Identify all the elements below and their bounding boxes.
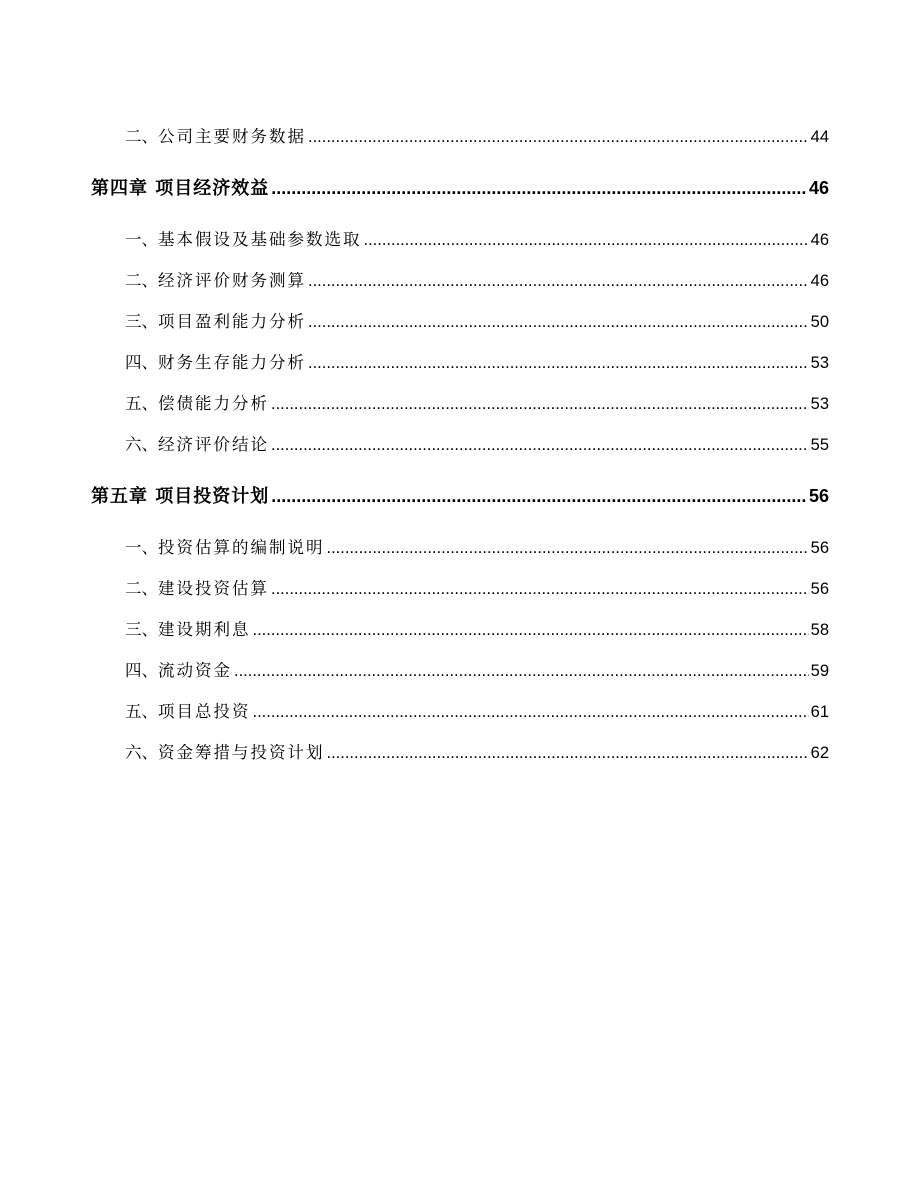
toc-entry[interactable] <box>125 308 829 332</box>
toc-entry-title: 财务生存能力分析 <box>158 353 306 372</box>
toc-entry-number: 四、 <box>125 661 158 680</box>
toc-entry-page: 61 <box>810 703 829 721</box>
toc-entry-page: 53 <box>810 395 829 413</box>
dot-leader <box>308 128 809 147</box>
toc-entry-page: 56 <box>810 580 829 598</box>
toc-entry-title: 投资估算的编制说明 <box>158 538 325 557</box>
toc-chapter[interactable] <box>91 174 829 200</box>
toc-entry-page: 46 <box>810 272 829 290</box>
toc-entry[interactable] <box>125 431 829 455</box>
toc-entry-number: 五、 <box>125 394 158 413</box>
toc-entry-number: 六、 <box>125 743 158 762</box>
dot-leader <box>308 313 809 332</box>
toc-entry-title: 公司主要财务数据 <box>158 127 306 146</box>
toc-entry-number: 五、 <box>125 702 158 721</box>
toc-entry-number: 六、 <box>125 435 158 454</box>
dot-leader <box>327 539 809 558</box>
toc-entry-number: 二、 <box>125 271 158 290</box>
dot-leader <box>308 272 809 291</box>
toc-chapter[interactable] <box>91 482 829 508</box>
toc-entry-title: 项目盈利能力分析 <box>158 312 306 331</box>
toc-entry-title: 经济评价结论 <box>158 435 269 454</box>
toc-chapter-title: 第四章 项目经济效益 <box>91 178 270 199</box>
toc-entry-number: 一、 <box>125 230 158 249</box>
dot-leader <box>271 580 809 599</box>
toc-chapter-title: 第五章 项目投资计划 <box>91 486 270 507</box>
toc-entry[interactable] <box>125 575 829 599</box>
dot-leader <box>308 354 809 373</box>
dot-leader <box>253 621 809 640</box>
dot-leader <box>271 395 809 414</box>
toc-entry-page: 56 <box>810 539 829 557</box>
toc-entry-number: 一、 <box>125 538 158 557</box>
toc-entry-page: 59 <box>810 662 829 680</box>
toc-entry[interactable] <box>125 698 829 722</box>
dot-leader <box>271 436 809 455</box>
toc-entry-title: 建设期利息 <box>158 620 251 639</box>
toc-entry-page: 46 <box>810 231 829 249</box>
dot-leader <box>364 231 809 250</box>
dot-leader <box>253 703 809 722</box>
toc-entry[interactable] <box>125 657 829 681</box>
toc-entry[interactable] <box>125 390 829 414</box>
toc-entry-page: 55 <box>810 436 829 454</box>
toc-entry[interactable] <box>125 616 829 640</box>
toc-chapter-page: 56 <box>808 486 829 506</box>
toc-entry-title: 偿债能力分析 <box>158 394 269 413</box>
toc-entry[interactable] <box>125 226 829 250</box>
toc-entry-title: 建设投资估算 <box>158 579 269 598</box>
toc-entry-number: 二、 <box>125 127 158 146</box>
dot-leader <box>327 744 809 763</box>
toc-entry-number: 三、 <box>125 312 158 331</box>
toc-entry-page: 62 <box>810 744 829 762</box>
toc-entry-page: 58 <box>810 621 829 639</box>
dot-leader <box>234 662 809 681</box>
toc-entry-title: 经济评价财务测算 <box>158 271 306 290</box>
toc-entry-page: 50 <box>810 313 829 331</box>
toc-entry[interactable] <box>125 534 829 558</box>
toc-entry-page: 53 <box>810 354 829 372</box>
dot-leader <box>271 178 807 199</box>
toc-entry[interactable] <box>125 267 829 291</box>
toc-entry-number: 三、 <box>125 620 158 639</box>
toc-entry-title: 项目总投资 <box>158 702 251 721</box>
toc-entry-number: 二、 <box>125 579 158 598</box>
toc-entry-number: 四、 <box>125 353 158 372</box>
toc-entry-title: 流动资金 <box>158 661 232 680</box>
toc-entry-title: 基本假设及基础参数选取 <box>158 230 362 249</box>
toc-chapter-page: 46 <box>808 178 829 198</box>
dot-leader <box>271 486 807 507</box>
toc-entry[interactable] <box>125 739 829 763</box>
toc-entry[interactable] <box>125 123 829 147</box>
toc-entry-page: 44 <box>810 128 829 146</box>
toc-entry[interactable] <box>125 349 829 373</box>
toc-entry-title: 资金筹措与投资计划 <box>158 743 325 762</box>
